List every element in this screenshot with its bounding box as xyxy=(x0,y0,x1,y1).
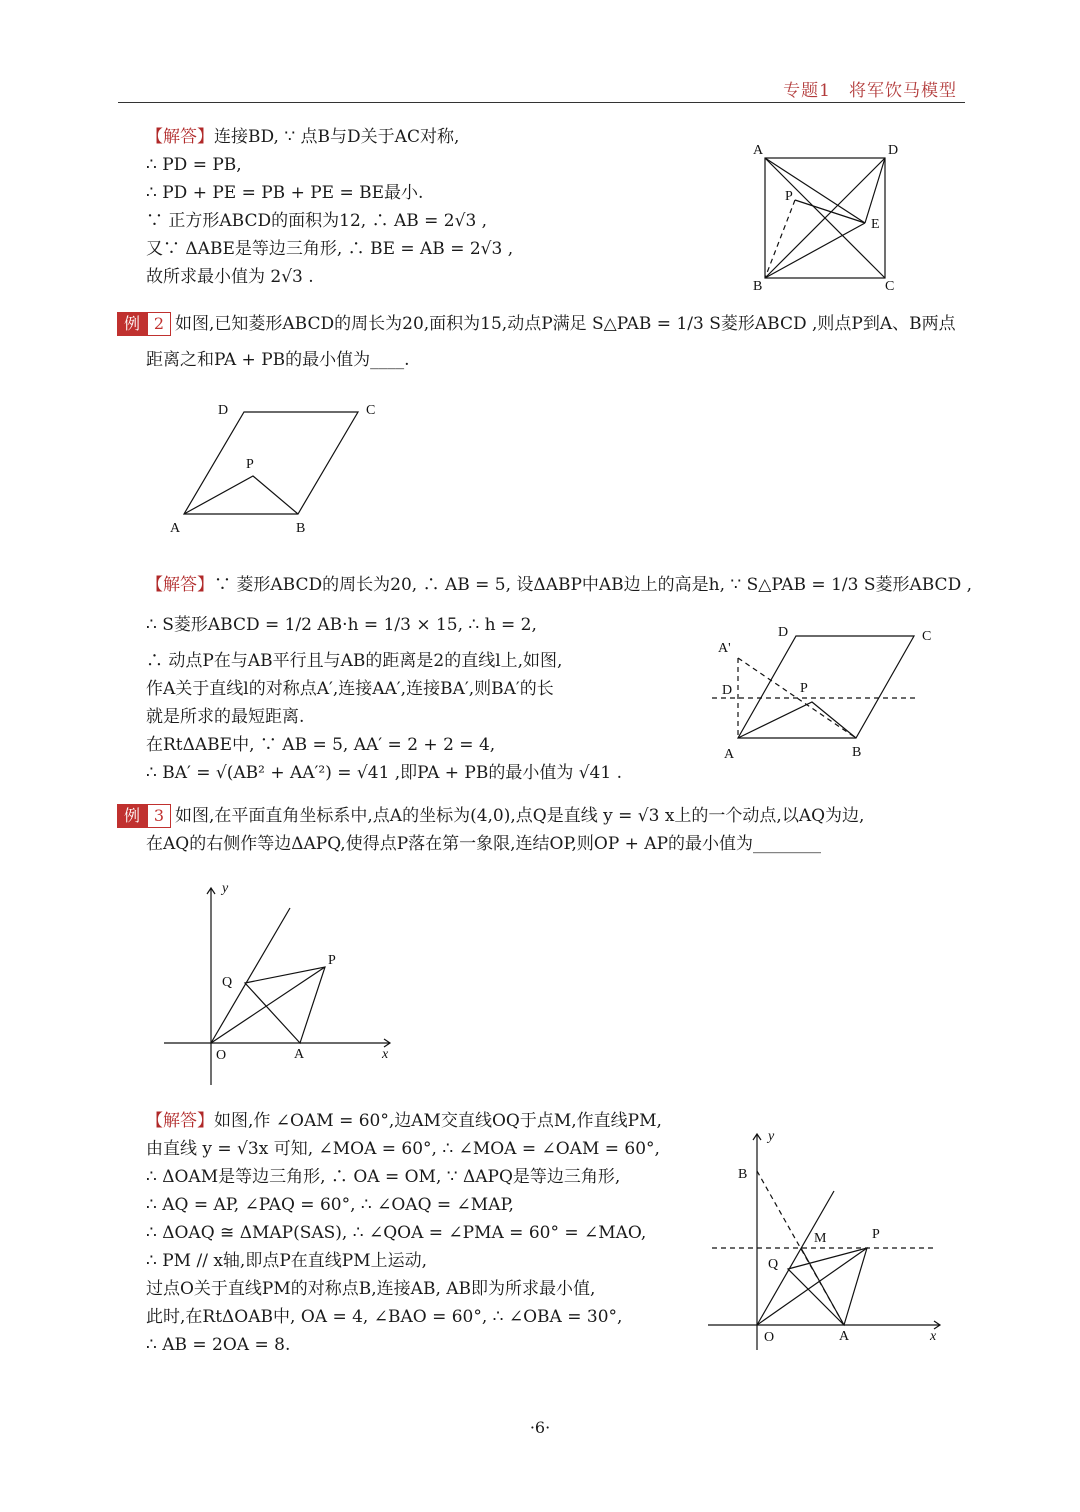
solution-1-line-5: 又∵ ΔABE是等边三角形, ∴ BE = AB = 2√3 , xyxy=(146,239,514,259)
label-b: B xyxy=(296,521,306,536)
label-e: E xyxy=(871,217,880,232)
label-b: B xyxy=(852,745,862,760)
example-2-badge: 例 2 xyxy=(117,312,172,336)
label-x: x xyxy=(930,1329,937,1344)
label-d: D xyxy=(778,625,789,640)
label-q: Q xyxy=(768,1257,779,1272)
label-p: P xyxy=(872,1227,880,1242)
label-o: O xyxy=(216,1048,227,1063)
label-d2: D xyxy=(722,683,733,698)
solution-2-line-3: ∴ 动点P在与AB平行且与AB的距离是2的直线l上,如图, xyxy=(146,651,563,671)
solution-1-line-1: 【解答】连接BD, ∵ 点B与D关于AC对称, xyxy=(146,127,460,147)
label-c: C xyxy=(885,279,895,294)
label-a: A xyxy=(170,521,181,536)
figure-coordinate-plane xyxy=(160,880,400,1088)
solution-2-line-2: ∴ S菱形ABCD = 1/2 AB·h = 1/3 × 15, ∴ h = 2, xyxy=(146,615,537,635)
label-a-prime: A' xyxy=(718,641,731,656)
label-x: x xyxy=(382,1047,389,1062)
page-header xyxy=(118,70,965,103)
solution-2-line-6: 在RtΔABE中, ∵ AB = 5, AA′ = 2 + 2 = 4, xyxy=(146,735,496,755)
solution-3-line-3: ∴ ΔOAM是等边三角形, ∴ OA = OM, ∵ ΔAPQ是等边三角形, xyxy=(146,1167,621,1187)
label-a: A xyxy=(294,1047,305,1062)
label-c: C xyxy=(366,403,376,418)
example-2-line-2: 距离之和PA + PB的最小值为____. xyxy=(146,350,410,370)
label-d: D xyxy=(218,403,229,418)
label-y: y xyxy=(222,881,229,896)
solution-3-line-8: 此时,在RtΔOAB中, OA = 4, ∠BAO = 60°, ∴ ∠OBA = 30°, xyxy=(146,1307,623,1327)
label-d: D xyxy=(888,143,899,158)
solution-3-line-4: ∴ AQ = AP, ∠PAQ = 60°, ∴ ∠OAQ = ∠MAP, xyxy=(146,1195,514,1215)
solution-3-line-5: ∴ ΔOAQ ≅ ΔMAP(SAS), ∴ ∠QOA = ∠PMA = 60° = ∠MAO, xyxy=(146,1223,647,1243)
solution-3-line-7: 过点O关于直线PM的对称点B,连接AB, AB即为所求最小值, xyxy=(146,1279,596,1299)
solution-1-line-2: ∴ PD = PB, xyxy=(146,155,242,175)
label-q: Q xyxy=(222,975,233,990)
label-b: B xyxy=(738,1167,748,1182)
figure-rhombus xyxy=(160,398,400,538)
solution-1-line-4: ∵ 正方形ABCD的面积为12, ∴ AB = 2√3 , xyxy=(146,211,488,231)
label-a: A xyxy=(839,1329,850,1344)
example-2-line-1: 如图,已知菱形ABCD的周长为20,面积为15,动点P满足 S△PAB = 1/3 S菱形ABCD ,则点P到A、B两点 xyxy=(175,314,956,334)
label-p: P xyxy=(800,681,808,696)
header-title: 专题1 将军饮马模型 xyxy=(783,81,957,101)
solution-2-line-1: 【解答】∵ 菱形ABCD的周长为20, ∴ AB = 5, 设ΔABP中AB边上的高是h, ∵ S△PAB = 1/3 S菱形ABCD , xyxy=(146,575,973,595)
label-o: O xyxy=(764,1330,775,1345)
label-a: A xyxy=(724,747,735,762)
solution-3-line-2: 由直线 y = √3x 可知, ∠MOA = 60°, ∴ ∠MOA = ∠OAM = 60°, xyxy=(146,1139,660,1159)
label-p: P xyxy=(785,189,793,204)
figure-rhombus-reflection xyxy=(708,620,938,765)
figure-square-abcd xyxy=(745,138,915,298)
solution-1-line-3: ∴ PD + PE = PB + PE = BE最小. xyxy=(146,183,424,203)
label-b: B xyxy=(753,279,763,294)
label-c: C xyxy=(922,629,932,644)
label-p: P xyxy=(246,457,254,472)
example-3-line-2: 在AQ的右侧作等边ΔAPQ,使得点P落在第一象限,连结OP,则OP + AP的最小值为________ xyxy=(146,834,822,854)
example-3-badge: 例 3 xyxy=(117,804,172,828)
figure-coordinate-reflection xyxy=(704,1124,949,1354)
example-3-line-1: 如图,在平面直角坐标系中,点A的坐标为(4,0),点Q是直线 y = √3 x上的一个动点,以AQ为边, xyxy=(175,806,865,826)
solution-3-line-9: ∴ AB = 2OA = 8. xyxy=(146,1335,291,1355)
solution-2-line-4: 作A关于直线l的对称点A′,连接AA′,连接BA′,则BA′的长 xyxy=(146,679,554,699)
page-number: ·6· xyxy=(529,1418,551,1437)
solution-3-line-1: 【解答】如图,作 ∠OAM = 60°,边AM交直线OQ于点M,作直线PM, xyxy=(146,1111,662,1131)
label-p: P xyxy=(328,953,336,968)
solution-2-line-7: ∴ BA′ = √(AB² + AA′²) = √41 ,即PA + PB的最小值为 √41 . xyxy=(146,763,622,783)
solution-2-line-5: 就是所求的最短距离. xyxy=(146,707,305,727)
label-m: M xyxy=(814,1231,827,1246)
solution-1-line-6: 故所求最小值为 2√3 . xyxy=(146,267,314,287)
solution-3-line-6: ∴ PM // x轴,即点P在直线PM上运动, xyxy=(146,1251,428,1271)
label-y: y xyxy=(768,1129,775,1144)
label-a: A xyxy=(753,143,764,158)
